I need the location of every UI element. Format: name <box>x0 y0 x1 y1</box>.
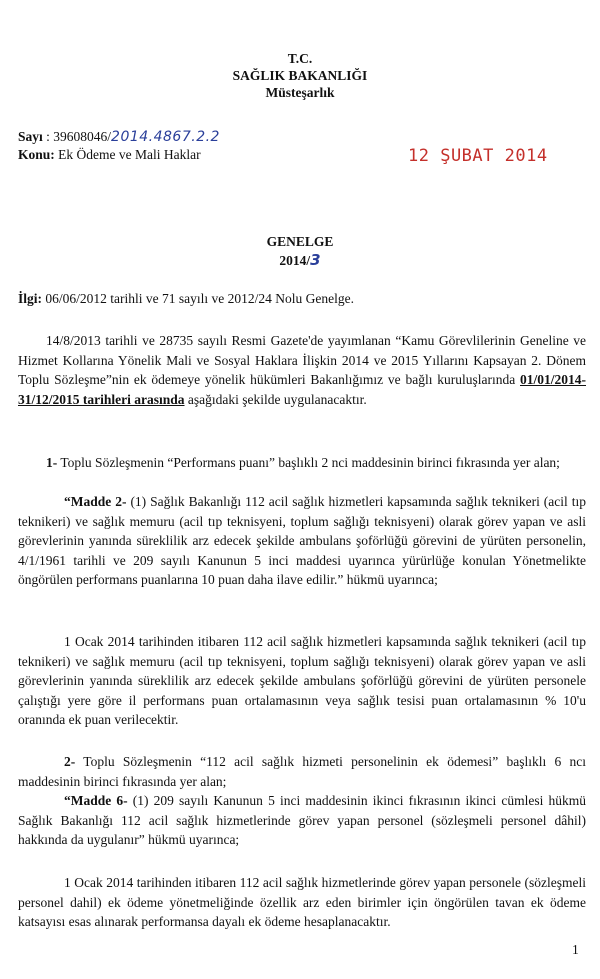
intro-text-a: 14/8/2013 tarihli ve 28735 sayılı Resmi Gazete'de yayımlanan “Kamu Görevlilerinin Geneline ve Hizmet Kollarına Yönelik Mali ve Sosyal Haklara İlişkin 2014 ve 2015 Yıllarını Kapsayan 2. Dönem Toplu Sözleşme”nin ek ödemeye yönelik hükümleri Bakanlığımız ve bağlı kuruluşlarında <box>18 333 586 387</box>
intro-paragraph <box>18 331 586 409</box>
intro-text-b: aşağıdaki şekilde uygulanacaktır. <box>184 391 367 407</box>
ilgi-label: İlgi: <box>18 291 43 306</box>
intro-date-range: 01/01/2014-31/12/2015 tarihleri arasında <box>18 372 586 407</box>
item-1-paragraph <box>18 453 586 473</box>
page-number: 1 <box>572 942 579 957</box>
letterhead-department: Müsteşarlık <box>265 85 335 100</box>
letterhead <box>0 50 600 101</box>
genelge-number-printed: 2014/ <box>279 253 311 268</box>
madde-2-text: (1) Sağlık Bakanlığı 112 acil sağlık hizmetleri kapsamında sağlık teknikeri (acil tıp teknikeri) ve sağlık memuru (acil tıp teknisyeni, toplum sağlığı teknisyeni) olarak görev yapan ve asli görevlerinin yanında süreklilik arz edecek şekilde ambulans şoförlüğü görevini de yürüten personelin, 4/1/1961 tarihli ve 209 sayılı Kanunun 5 inci maddesi uyarınca yürürlüğe konulan Yönetmelikte öngörülen performans puanlarına 10 puan daha ilave edilir.” hükmü uyarınca; <box>18 494 586 587</box>
sayi-printed: : 39608046/ <box>46 129 112 144</box>
madde-6-paragraph <box>18 791 586 850</box>
sayi-line <box>18 128 220 146</box>
letterhead-ministry: SAĞLIK BAKANLIĞI <box>232 68 368 83</box>
ilgi-text: 06/06/2012 tarihli ve 71 sayılı ve 2012/24 Nolu Genelge. <box>45 291 354 306</box>
madde-6-label: “Madde 6- <box>64 793 128 808</box>
item-1-number: 1- <box>46 455 58 470</box>
ocak-2-paragraph <box>18 873 586 932</box>
ocak-1-text: 1 Ocak 2014 tarihinden itibaren 112 acil sağlık hizmetleri kapsamında sağlık teknikeri (acil tıp teknikeri) ve sağlık memuru (acil tıp teknisyeni, toplum sağlığı teknisyeni) olarak görev yapan ve asli görevlerinin yanında süreklilik arz edecek şekilde ambulans şoförlüğü görevini de yürüten personele çalıştığı yere göre il performans puan ortalamasının veya sağlık tesisi puan ortalamasının % 10'u oranında ek puan verilecektir. <box>18 634 586 727</box>
madde-2-label: “Madde 2- <box>64 494 127 509</box>
genelge-number <box>0 251 600 270</box>
item-2-paragraph <box>18 752 586 791</box>
ocak-2-text: 1 Ocak 2014 tarihinden itibaren 112 acil sağlık hizmetlerinde görev yapan personele (sözleşmeli personel dahil) ek ödeme yönetmeliğinde özellik arz eden birimler için öngörülen tavan ek ödeme katsayısı esas alınarak performansa dayalı ek ödeme hesaplanacaktır. <box>18 875 586 929</box>
item-1-text: Toplu Sözleşmenin “Performans puanı” başlıklı 2 nci maddesinin birinci fıkrasında yer alan; <box>57 455 560 470</box>
madde-2-paragraph <box>18 492 586 590</box>
sayi-handwritten: 2014.4867.2.2 <box>111 129 220 145</box>
document-meta <box>18 128 220 163</box>
konu-value: Ek Ödeme ve Mali Haklar <box>58 147 201 162</box>
madde-6-text: (1) 209 sayılı Kanunun 5 inci maddesinin ikinci fıkrasının ikinci cümlesi hükmü Sağlık Bakanlığı 112 acil sağlık hizmetlerinde görev yapan personel (sözleşmeli personel dâhil) hakkında da uygulanır” hükmü uyarınca; <box>18 793 586 847</box>
ocak-1-paragraph <box>18 632 586 730</box>
genelge-title: GENELGE <box>266 234 334 249</box>
ilgi-line <box>18 290 354 307</box>
konu-label: Konu: <box>18 147 55 162</box>
konu-line <box>18 146 220 163</box>
genelge-heading <box>0 233 600 270</box>
item-2-text: Toplu Sözleşmenin “112 acil sağlık hizmeti personelinin ek ödemesi” başlıklı 6 ncı maddesinin birinci fıkrasında yer alan; <box>18 754 586 789</box>
genelge-number-handwritten: 3 <box>310 251 321 269</box>
sayi-label: Sayı <box>18 129 43 144</box>
date-stamp: 12 ŞUBAT 2014 <box>408 146 548 166</box>
item-2-number: 2- <box>64 754 76 769</box>
letterhead-tc: T.C. <box>287 51 313 66</box>
